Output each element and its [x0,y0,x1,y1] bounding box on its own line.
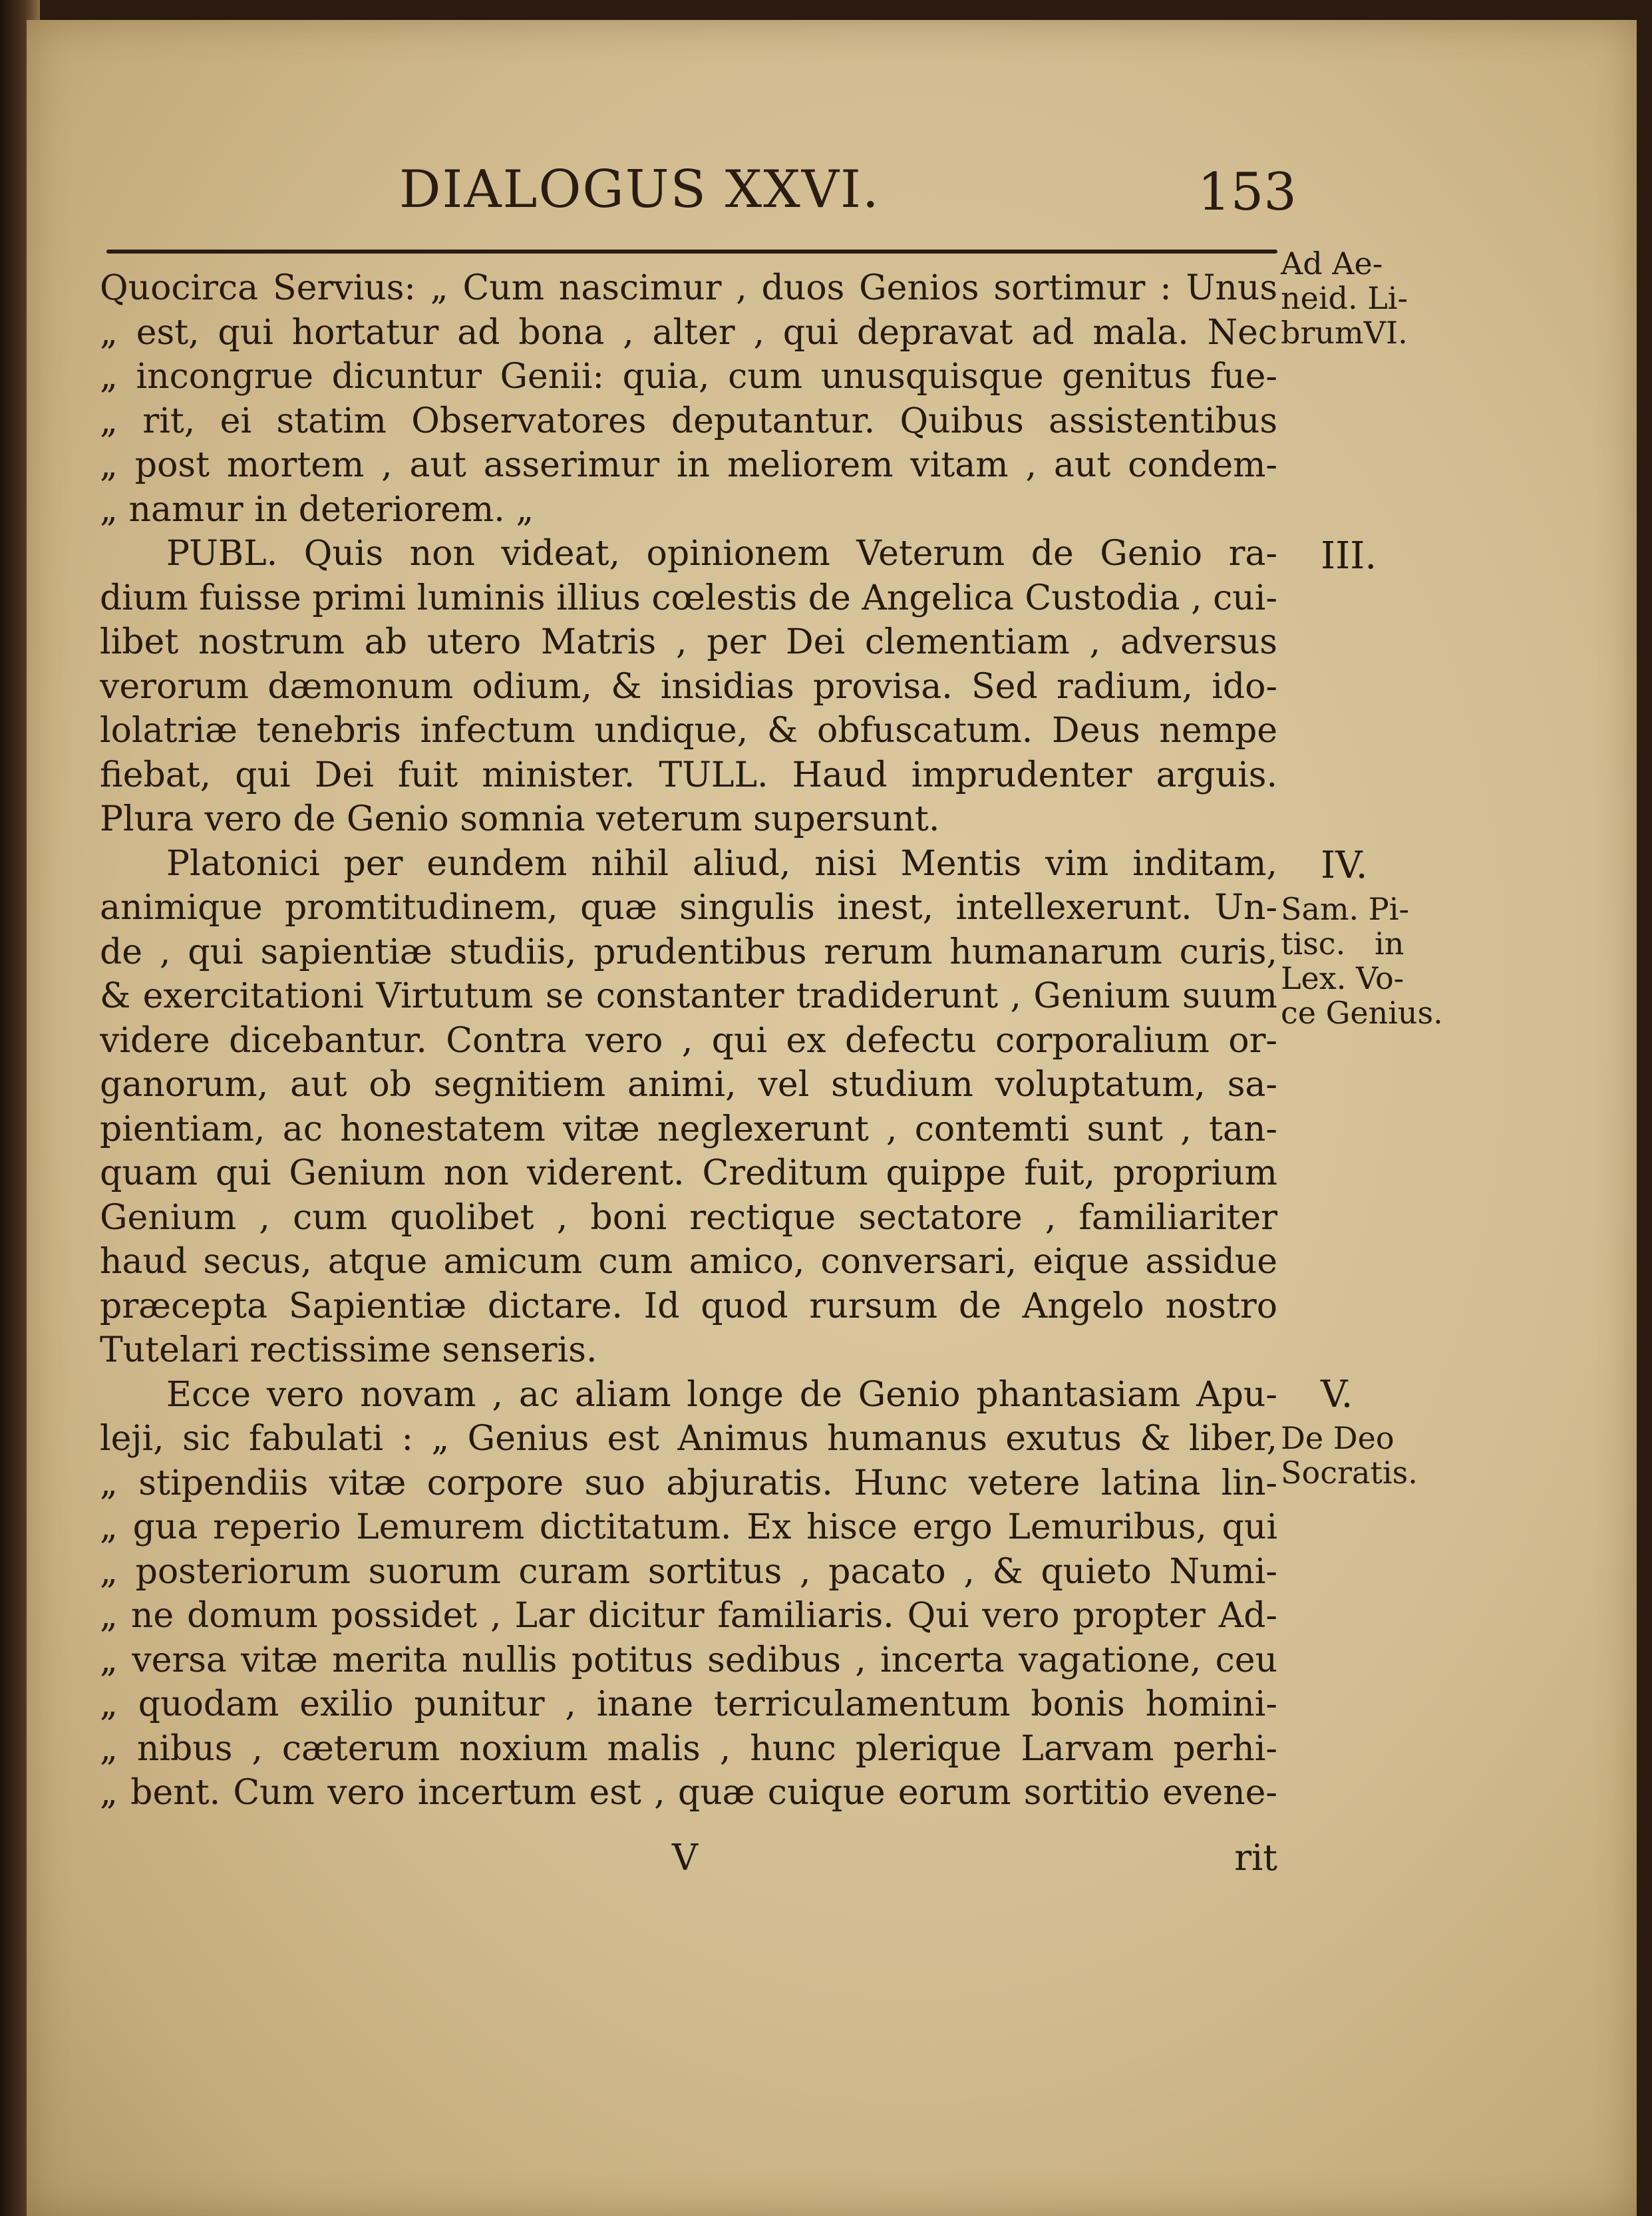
text-line: „ ne domum possidet , Lar dicitur familiaris. Qui vero propter Ad- [100,1596,1277,1636]
text-line: ganorum, aut ob segnitiem animi, vel studium voluptatum, sa- [100,1065,1277,1105]
text-line: „ versa vitæ merita nullis potitus sedibus , incerta vagatione, ceu [100,1640,1277,1680]
margin-note-section-v: V. [1321,1373,1353,1416]
text-line: „ nibus , cæterum noxium malis , hunc plerique Larvam perhi- [100,1728,1277,1769]
margin-note-section-iii: III. [1321,534,1377,578]
text-line: „ rit, ei statim Observatores deputantur. Quibus assistentibus [100,401,1277,441]
text-line: PUBL. Quis non videat, opinionem Veterum de Genio ra- [166,534,1277,574]
text-line: pientiam, ac honestatem vitæ neglexerunt , contemti sunt , tan- [100,1109,1277,1149]
text-line: „ namur in deteriorem. „ [100,489,534,530]
text-line: „ quodam exilio punitur , inane terriculamentum bonis homini- [100,1684,1277,1724]
margin-note-section-iv: IV. [1321,844,1368,887]
text-line: quam qui Genium non viderent. Creditum quippe fuit, proprium [100,1153,1277,1193]
margin-note-pitisc: Sam. Pi- tisc. in Lex. Vo- ce Genius. [1281,891,1443,1031]
running-title: DIALOGUS XXVI. [399,160,880,220]
text-line: „ gua reperio Lemurem dictitatum. Ex hisce ergo Lemuribus, qui [100,1507,1277,1547]
margin-note-aeneid: Ad Ae- neid. Li- brumVI. [1281,246,1408,351]
signature-mark: V [672,1837,698,1879]
margin-note-socratis: De Deo Socratis. [1281,1420,1418,1491]
catchword: rit [1234,1837,1277,1879]
text-line: „ bent. Cum vero incertum est , quæ cuique eorum sortitio evene- [100,1773,1277,1813]
text-line: „ est, qui hortatur ad bona , alter , qui depravat ad mala. Nec [100,312,1277,353]
header-rule [106,250,1277,254]
text-line: Ecce vero novam , ac aliam longe de Genio phantasiam Apu- [166,1374,1277,1415]
text-line: leji, sic fabulati : „ Genius est Animus humanus exutus & liber, [100,1419,1277,1459]
text-line: Tutelari rectissime senseris. [100,1330,597,1370]
text-line: Quocirca Servius: „ Cum nascimur , duos Genios sortimur : Unus [100,268,1277,308]
text-line: Genium , cum quolibet , boni rectique sectatore , familiariter [100,1197,1277,1238]
text-line: præcepta Sapientiæ dictare. Id quod rursum de Angelo nostro [100,1286,1277,1326]
page-number: 153 [1198,162,1297,222]
text-line: „ post mortem , aut asserimur in meliorem vitam , aut condem- [100,445,1277,485]
text-line: fiebat, qui Dei fuit minister. TULL. Haud imprudenter arguis. [100,755,1277,795]
text-line: de , qui sapientiæ studiis, prudentibus rerum humanarum curis, [100,932,1277,972]
text-line: haud secus, atque amicum cum amico, conversari, eique assidue [100,1242,1277,1282]
text-line: Platonici per eundem nihil aliud, nisi Mentis vim inditam, [166,843,1277,884]
text-line: verorum dæmonum odium, & insidias provisa. Sed radium, ido- [100,666,1277,707]
body-text [100,266,1277,1815]
text-line: libet nostrum ab utero Matris , per Dei clementiam , adversus [100,622,1277,662]
page-header [0,146,1652,226]
text-line: videre dicebantur. Contra vero , qui ex defectu corporalium or- [100,1020,1277,1061]
text-line: „ posteriorum suorum curam sortitus , pacato , & quieto Numi- [100,1551,1277,1592]
text-line: „ incongrue dicuntur Genii: quia, cum unusquisque genitus fue- [100,357,1277,397]
text-line: & exercitationi Virtutum se constanter tradiderunt , Genium suum [100,976,1277,1016]
text-line: Plura vero de Genio somnia veterum supersunt. [100,799,940,839]
page-footer [100,1837,1277,1883]
text-line: „ stipendiis vitæ corpore suo abjuratis. Hunc vetere latina lin- [100,1463,1277,1503]
text-line: animique promtitudinem, quæ singulis inest, intellexerunt. Un- [100,888,1277,928]
text-line: lolatriæ tenebris infectum undique, & obfuscatum. Deus nempe [100,711,1277,751]
text-line: dium fuisse primi luminis illius cœlestis de Angelica Custodia , cui- [100,578,1277,618]
